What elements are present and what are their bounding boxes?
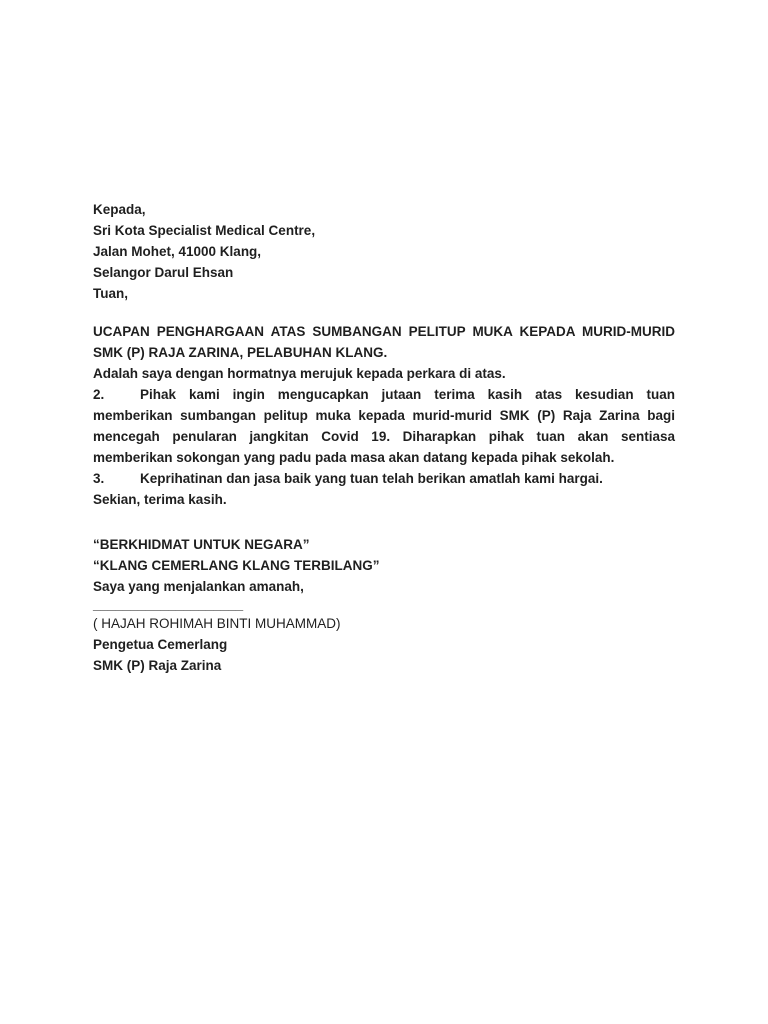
subject-line-2: SMK (P) RAJA ZARINA, PELABUHAN KLANG. [93, 345, 388, 360]
recipient-line: Kepada, [93, 202, 146, 217]
signature-intro: Saya yang menjalankan amanah, [93, 579, 304, 594]
subject-heading [93, 321, 675, 363]
recipient-line: Sri Kota Specialist Medical Centre, [93, 223, 316, 238]
closing-line: Sekian, terima kasih. [93, 492, 227, 507]
recipient-block [93, 199, 675, 283]
signer-title: Pengetua Cemerlang [93, 637, 228, 652]
salutation: Tuan, [93, 286, 128, 301]
signer-block [93, 613, 675, 676]
paragraph-2-text: Pihak kami ingin mengucapkan jutaan terima kasih atas kesudian tuan memberikan sumbangan pelitup muka kepada murid-murid SMK (P) Raja Zarina bagi mencegah penularan jangkitan Covid 19. Diharapkan pihak tuan akan sentiasa memberikan sokongan yang padu pada masa akan datang kepada pihak sekolah. [93, 387, 675, 465]
subject-line-1: UCAPAN PENGHARGAAN ATAS SUMBANGAN PELITUP MUKA KEPADA MURID-MURID [93, 324, 675, 339]
recipient-line: Jalan Mohet, 41000 Klang, [93, 244, 262, 259]
paragraph-2-number: 2. [93, 387, 105, 402]
paragraph-3-text: Keprihatinan dan jasa baik yang tuan telah berikan amatlah kami hargai. [140, 471, 603, 486]
slogan-line-2: “KLANG CEMERLANG KLANG TERBILANG” [93, 558, 380, 573]
slogan-line-1: “BERKHIDMAT UNTUK NEGARA” [93, 537, 310, 552]
recipient-line: Selangor Darul Ehsan [93, 265, 234, 280]
paragraph-2 [93, 384, 675, 468]
paragraph-3-number: 3. [93, 471, 105, 486]
paragraph-3 [93, 468, 675, 489]
signer-name: ( HAJAH ROHIMAH BINTI MUHAMMAD) [93, 616, 341, 631]
signature-line: ____________________ [93, 597, 244, 612]
signer-organization: SMK (P) Raja Zarina [93, 658, 222, 673]
paragraph-intro: Adalah saya dengan hormatnya merujuk kepada perkara di atas. [93, 366, 506, 381]
slogan-block [93, 534, 675, 576]
